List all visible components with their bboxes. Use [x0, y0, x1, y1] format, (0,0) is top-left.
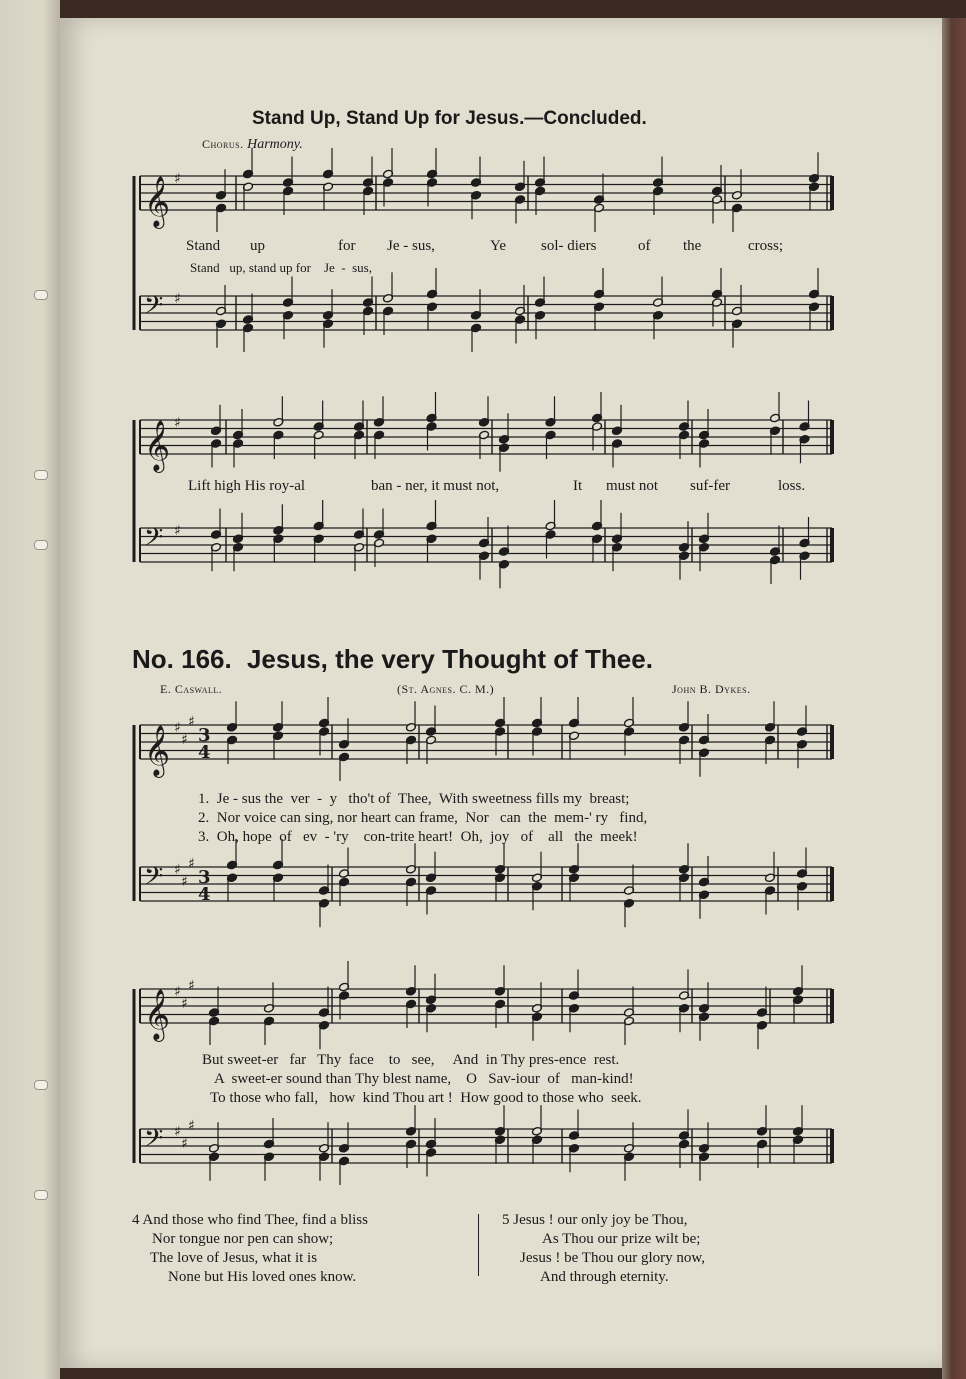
- lyric-word: ban - ner, it must not,: [371, 478, 500, 494]
- lyric-word: must not: [606, 478, 659, 494]
- verse-4: [132, 1211, 368, 1287]
- key-sharp: ♯: [174, 415, 181, 431]
- lyric-word: Ye: [490, 238, 506, 254]
- lyric-word: Stand: [186, 238, 221, 254]
- verse-5-line: 5 Jesus ! our only joy be Thou,: [502, 1212, 688, 1228]
- hymn-166-heading: [132, 644, 653, 675]
- key-sharp: ♯: [188, 714, 195, 730]
- key-sharp: ♯: [181, 996, 188, 1012]
- lyric-word: suf-fer: [690, 478, 730, 494]
- lyric-word: sol- diers: [541, 238, 597, 254]
- hymn-165-title: Stand Up, Stand Up for Jesus.—Concluded.: [252, 108, 647, 129]
- verse-5-line: Jesus ! be Thou our glory now,: [520, 1250, 705, 1266]
- verse-4-line: Nor tongue nor pen can show;: [152, 1231, 334, 1247]
- lyric-word: for: [338, 238, 356, 254]
- time-sig-top: 3: [198, 725, 211, 746]
- verse-5-line: And through eternity.: [540, 1269, 669, 1285]
- treble-clef: 𝄞: [144, 725, 171, 776]
- verse-line: 3. Oh, hope of ev - 'ry con-trite heart! Oh, joy of all the meek!: [198, 829, 638, 845]
- verse-4-line: None but His loved ones know.: [168, 1269, 357, 1285]
- bass-clef: 𝄢: [144, 1124, 164, 1159]
- lyric-word: the: [683, 238, 702, 254]
- key-sharp: ♯: [174, 291, 181, 307]
- key-sharp: ♯: [174, 862, 181, 878]
- lyric-word: cross;: [748, 238, 783, 254]
- key-sharp: ♯: [174, 523, 181, 539]
- key-sharp: ♯: [181, 732, 188, 748]
- key-sharp: ♯: [174, 1124, 181, 1140]
- lyric-word: of: [638, 238, 651, 254]
- hymn-166-title: Jesus, the very Thought of Thee.: [246, 644, 653, 674]
- time-sig-bottom: 4: [198, 884, 211, 905]
- treble-clef: 𝄞: [144, 420, 171, 471]
- key-sharp: ♯: [181, 1136, 188, 1152]
- verse-4-line: 4 And those who find Thee, find a bliss: [132, 1212, 368, 1228]
- key-sharp: ♯: [188, 1118, 195, 1134]
- key-sharp: ♯: [174, 984, 181, 1000]
- key-sharp: ♯: [188, 856, 195, 872]
- verse-divider: [478, 1214, 479, 1276]
- key-sharp: ♯: [174, 171, 181, 187]
- verse-line: A sweet-er sound than Thy blest name, O Sav-iour of man-kind!: [214, 1071, 634, 1087]
- lyric-word: Je - sus,: [387, 238, 435, 254]
- hymn-number: No. 166.: [132, 644, 232, 674]
- time-sig-bottom: 4: [198, 742, 211, 763]
- lyric-word: It: [573, 478, 583, 494]
- key-sharp: ♯: [181, 874, 188, 890]
- bass-clef: 𝄢: [144, 523, 164, 558]
- verse-line: 2. Nor voice can sing, nor heart can frame, Nor can the mem-' ry find,: [198, 810, 648, 826]
- treble-clef: 𝄞: [144, 176, 171, 227]
- verse-4-line: The love of Jesus, what it is: [150, 1250, 318, 1266]
- hymn-composer: John B. Dykes.: [672, 682, 751, 696]
- chorus-label: Chorus.: [202, 137, 244, 151]
- lyric-echo-line: Stand up, stand up for Je - sus,: [190, 260, 372, 275]
- key-sharp: ♯: [188, 978, 195, 994]
- verse-5: [502, 1211, 705, 1287]
- verse-line: 1. Je - sus the ver - y tho't of Thee, With sweetness fills my breast;: [198, 791, 630, 807]
- verse-5-line: As Thou our prize wilt be;: [542, 1231, 701, 1247]
- time-sig-top: 3: [198, 867, 211, 888]
- verse-line: But sweet-er far Thy face to see, And in Thy pres-ence rest.: [202, 1052, 620, 1068]
- harmony-label: Harmony.: [247, 137, 303, 152]
- lyric-word: Lift high His roy-al: [188, 478, 306, 494]
- bass-clef: 𝄢: [144, 291, 164, 326]
- bass-clef: 𝄢: [144, 862, 164, 897]
- key-sharp: ♯: [174, 720, 181, 736]
- hymn-author: E. Caswall.: [160, 682, 223, 696]
- hymn-tune: (St. Agnes. C. M.): [397, 682, 495, 696]
- chorus-label-block: [202, 137, 303, 153]
- verse-line: To those who fall, how kind Thou art ! How good to those who seek.: [210, 1090, 642, 1106]
- lyric-word: loss.: [778, 478, 806, 494]
- treble-clef: 𝄞: [144, 989, 171, 1040]
- lyric-word: up: [250, 238, 265, 254]
